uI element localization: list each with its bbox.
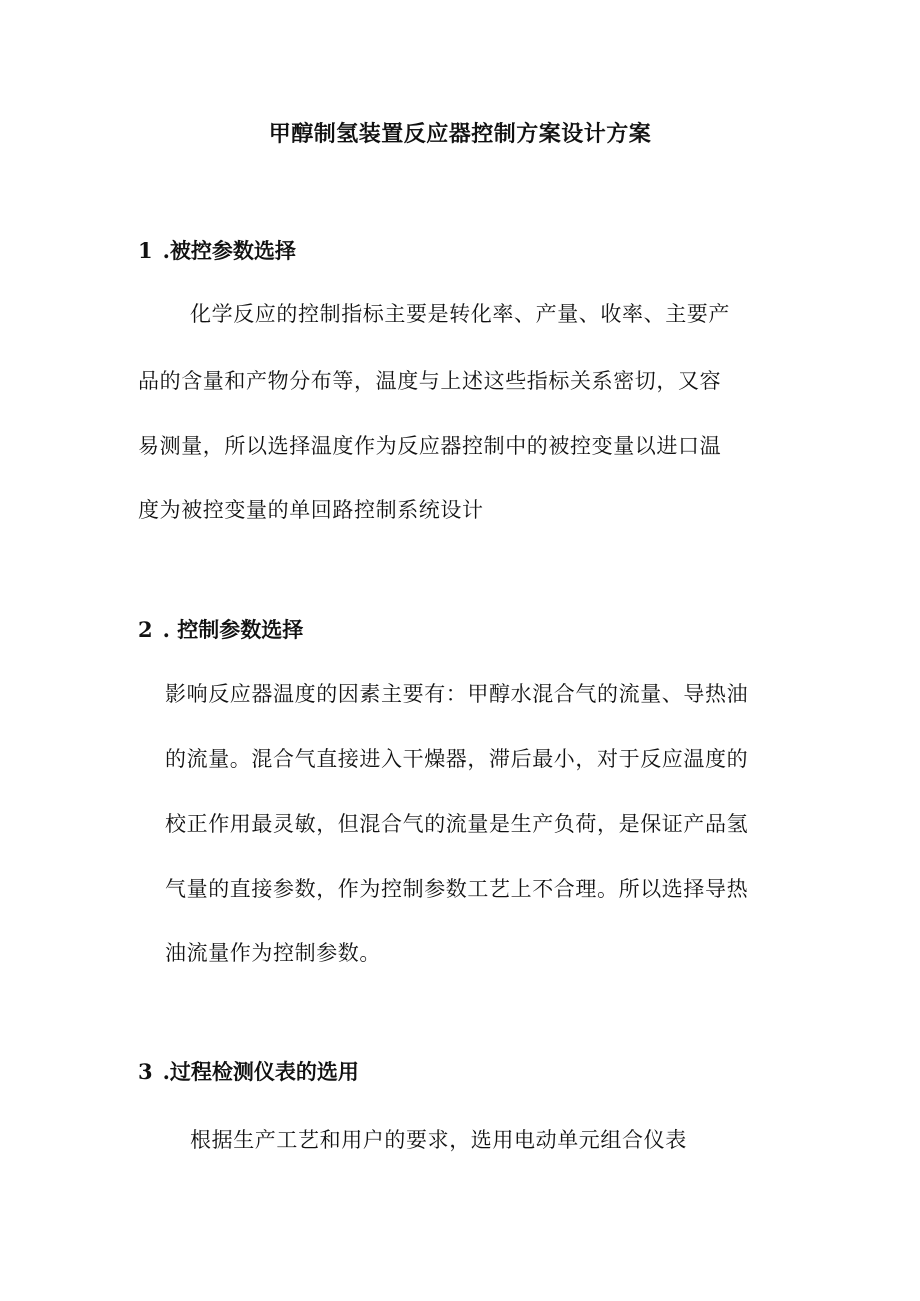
paragraph-line: 化学反应的控制指标主要是转化率、产量、收率、主要产 [190, 302, 730, 326]
section-title: .过程检测仪表的选用 [162, 1059, 359, 1084]
paragraph-line: 校正作用最灵敏，但混合气的流量是生产负荷，是保证产品氢 [165, 812, 749, 836]
paragraph-line: 影响反应器温度的因素主要有：甲醇水混合气的流量、导热油 [165, 682, 749, 706]
paragraph-line: 的流量。混合气直接进入干燥器，滞后最小，对于反应温度的 [165, 747, 749, 771]
section-3-heading [138, 1056, 359, 1086]
document-title: 甲醇制氢装置反应器控制方案设计方案 [268, 121, 652, 147]
paragraph-line: 根据生产工艺和用户的要求，选用电动单元组合仪表 [190, 1128, 687, 1152]
section-1-heading [138, 235, 296, 265]
paragraph-line: 气量的直接参数，作为控制参数工艺上不合理。所以选择导热 [165, 877, 749, 901]
section-2-heading [138, 614, 303, 644]
section-title: . 控制参数选择 [162, 617, 304, 642]
section-number: 1 [138, 238, 153, 263]
section-number: 2 [138, 617, 153, 642]
section-title: .被控参数选择 [162, 238, 296, 263]
paragraph-line: 油流量作为控制参数。 [165, 941, 381, 965]
paragraph-line: 度为被控变量的单回路控制系统设计 [138, 498, 484, 522]
paragraph-line: 品的含量和产物分布等，温度与上述这些指标关系密切，又容 [138, 369, 722, 393]
paragraph-line: 易测量，所以选择温度作为反应器控制中的被控变量以进口温 [138, 434, 722, 458]
section-number: 3 [138, 1059, 153, 1084]
